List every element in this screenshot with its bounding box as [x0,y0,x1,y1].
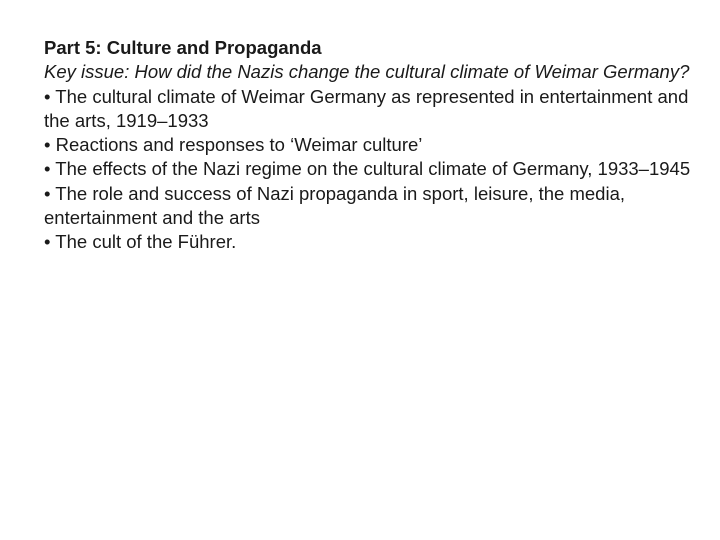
bullet-icon: • [44,134,56,156]
topic-item-text: Reactions and responses to ‘Weimar culture’ [55,134,423,156]
bullet-icon: • [44,231,56,253]
topic-item [44,157,694,181]
bullet-icon: • [44,182,56,204]
topic-item [44,133,694,157]
key-issue-text: Key issue: How did the Nazis change the cultural climate of Weimar Germany? [44,61,690,83]
topic-item-text: The role and success of Nazi propaganda in sport, leisure, the media, entertainment and the arts [44,182,626,229]
topic-item [44,182,694,231]
bullet-icon: • [44,85,56,107]
bullet-icon: • [44,158,56,180]
topic-item-text: The cultural climate of Weimar Germany as represented in entertainment and the arts, 1919–1933 [44,85,689,131]
topic-item [44,230,694,254]
topic-item-text: The cult of the Führer. [55,231,237,253]
slide-text-block [44,36,694,255]
topic-list [44,85,694,255]
slide-title: Part 5: Culture and Propaganda [44,37,322,58]
topic-item [44,85,694,134]
topic-item-text: The effects of the Nazi regime on the cultural climate of Germany, 1933–1945 [55,158,691,180]
